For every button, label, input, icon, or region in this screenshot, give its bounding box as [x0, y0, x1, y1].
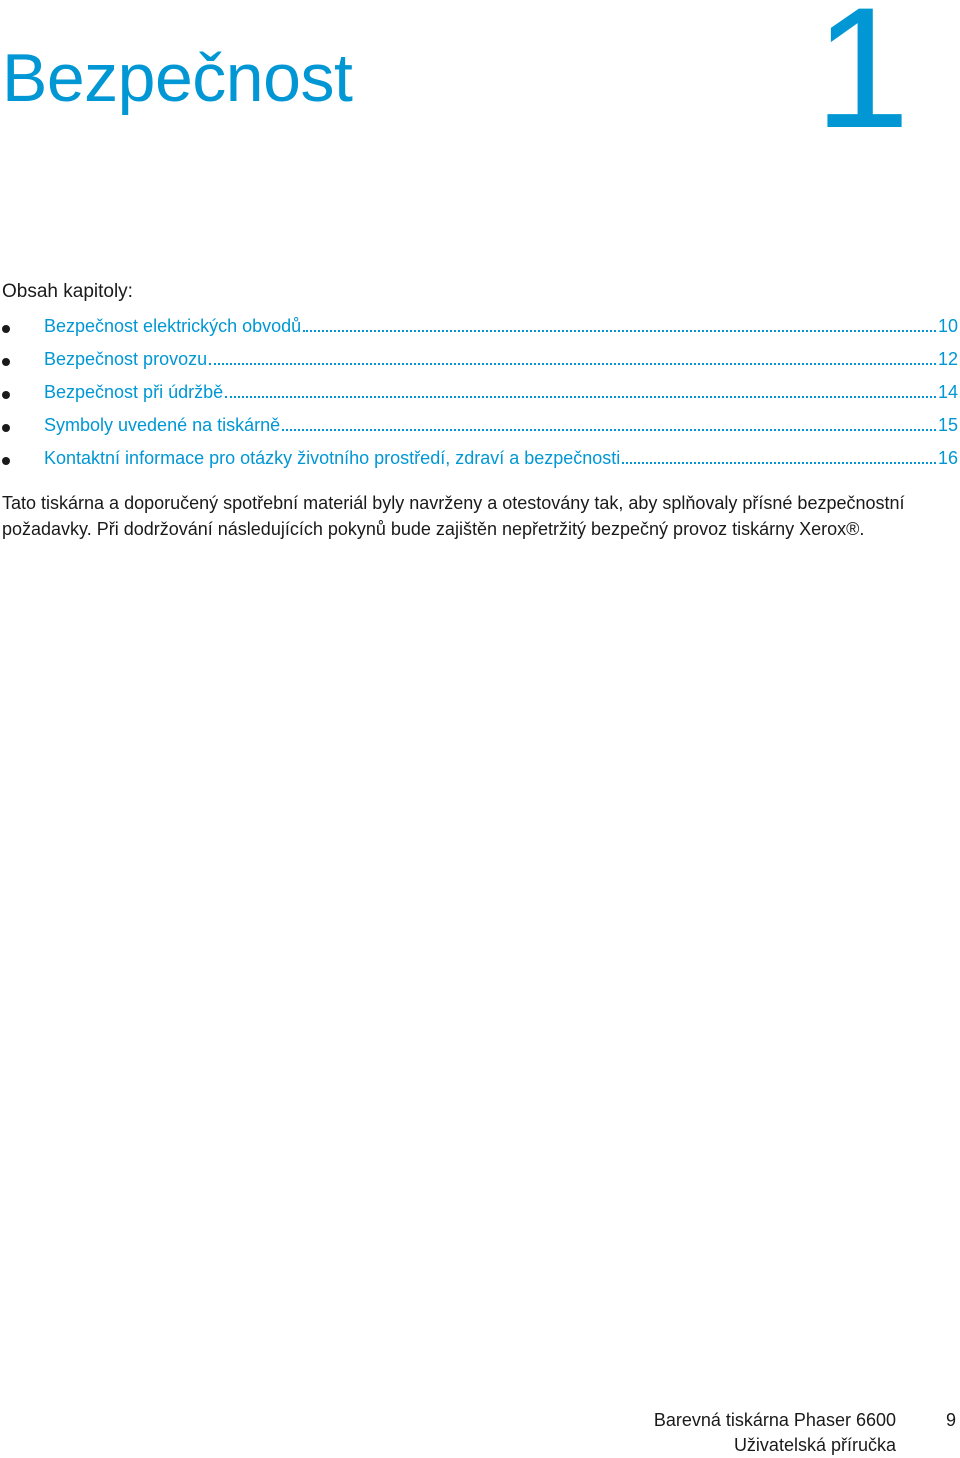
toc-heading: Obsah kapitoly:	[2, 281, 133, 302]
toc-item-label: Bezpečnost při údržbě	[44, 382, 224, 402]
toc-link-electrical-safety[interactable]	[44, 310, 958, 343]
toc-dot-leader	[209, 350, 936, 370]
toc-item-page: 12	[937, 349, 958, 369]
toc-item-label: Bezpečnost elektrických obvodů	[44, 316, 302, 336]
bullet-icon	[2, 358, 10, 366]
toc-link-printer-symbols[interactable]	[44, 409, 958, 442]
toc-item-printer-symbols	[0, 409, 960, 442]
toc-item-page: 16	[937, 448, 958, 468]
toc-dot-leader	[622, 449, 936, 469]
toc-item-label: Kontaktní informace pro otázky životního prostředí, zdraví a bezpečnosti	[44, 448, 621, 468]
chapter-title: Bezpečnost	[2, 40, 353, 116]
footer-guide-line: Uživatelská příručka	[733, 1435, 896, 1455]
toc-link-maintenance-safety[interactable]	[44, 376, 958, 409]
bullet-icon	[2, 391, 10, 399]
bullet-icon	[2, 424, 10, 432]
footer-title	[654, 1408, 896, 1458]
toc-dot-leader	[282, 416, 936, 436]
toc-item-electrical-safety	[0, 310, 960, 343]
toc-item-maintenance-safety	[0, 376, 960, 409]
toc-list	[0, 310, 960, 475]
toc-item-page: 10	[937, 316, 958, 336]
toc-item-page: 15	[937, 415, 958, 435]
footer-product-line: Barevná tiskárna Phaser 6600	[653, 1410, 896, 1430]
chapter-number: 1	[814, 0, 910, 164]
toc-item-operational-safety	[0, 343, 960, 376]
toc-link-operational-safety[interactable]	[44, 343, 958, 376]
bullet-icon	[2, 325, 10, 333]
bullet-icon	[2, 457, 10, 465]
toc-link-ehs-contact[interactable]	[44, 442, 958, 475]
toc-item-page: 14	[937, 382, 958, 402]
toc-dot-leader	[225, 383, 936, 403]
toc-item-ehs-contact	[0, 442, 960, 475]
toc-item-label: Bezpečnost provozu	[44, 349, 208, 369]
page-number: 9	[945, 1410, 956, 1430]
intro-paragraph: Tato tiskárna a doporučený spotřební materiál byly navrženy a otestovány tak, aby splňovaly přísné bezpečnostní požadavky. Při dodržování následujících pokynů bude zajištěn nepřetržitý bezpečný provoz tiskárny Xerox®.	[2, 493, 905, 539]
toc-item-label: Symboly uvedené na tiskárně	[44, 415, 281, 435]
toc-dot-leader	[303, 317, 936, 337]
